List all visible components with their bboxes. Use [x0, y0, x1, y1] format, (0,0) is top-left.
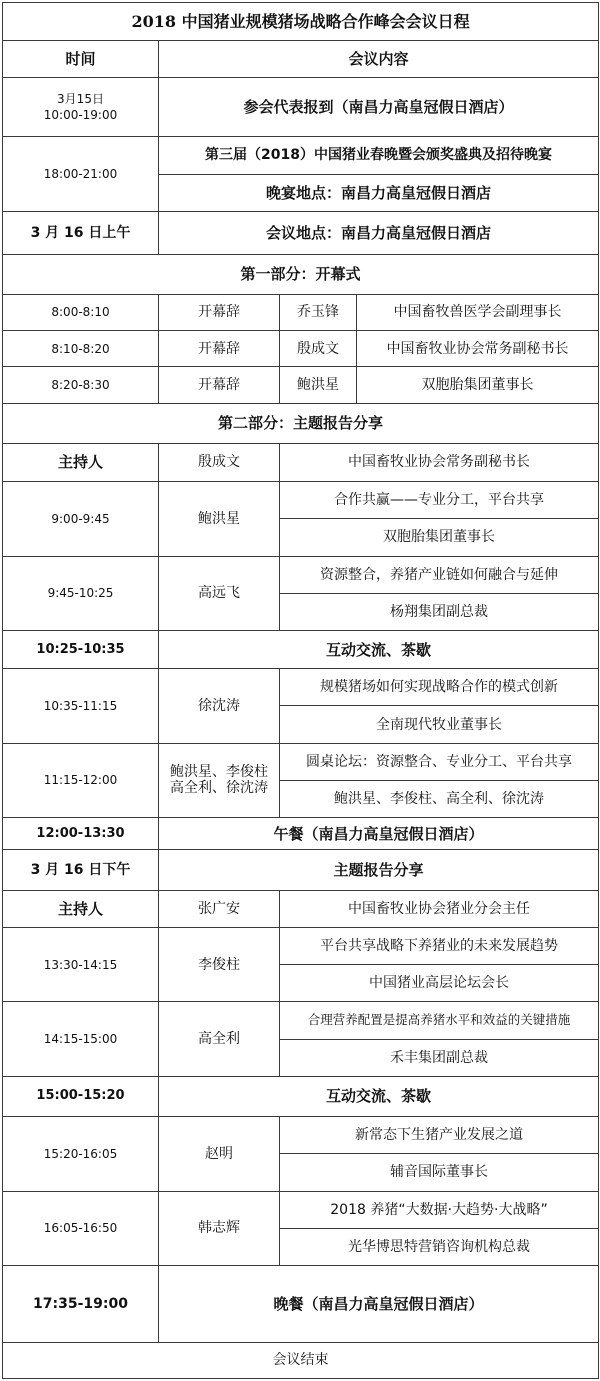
part1-row: [3, 367, 599, 403]
part2-title: 第二部分：主题报告分享: [3, 403, 599, 443]
header-content: 会议内容: [159, 41, 599, 78]
part1-type: 开幕辞: [159, 294, 280, 330]
talk-role: 双胞胎集团董事长: [280, 519, 599, 556]
break-time: 10:25-10:35: [3, 631, 159, 669]
registration-row: [3, 78, 599, 136]
registration-time: 10:00-19:00: [43, 108, 118, 123]
morning-date: 3 月 16 日上午: [3, 212, 159, 254]
part1-role: 中国畜牧兽医学会副理事长: [357, 294, 599, 330]
forum-speakers-line: 高全利、徐沈涛: [170, 780, 268, 797]
lunch-row: [3, 818, 599, 850]
break-label: 互动交流、茶歇: [159, 631, 599, 669]
part1-role: 双胞胎集团董事长: [357, 367, 599, 403]
talk-row: [3, 556, 599, 593]
talk-time: 10:35-11:15: [3, 669, 159, 743]
talk-speaker: 高全利: [159, 1002, 280, 1076]
part1-time: 8:00-8:10: [3, 294, 159, 330]
forum-participants: 鲍洪星、李俊柱、高全利、徐沈涛: [280, 780, 599, 817]
talk-topic: 新常态下生猪产业发展之道: [280, 1117, 599, 1154]
schedule-table: [2, 2, 599, 1379]
title-row: [3, 3, 599, 41]
forum-speakers-cell: [159, 743, 280, 817]
morning-row: [3, 212, 599, 254]
talk-time: 15:20-16:05: [3, 1117, 159, 1191]
registration-date: 3月15日: [57, 92, 104, 107]
talk-topic: 平台共享战略下养猪业的未来发展趋势: [280, 927, 599, 964]
gala-row-1: [3, 136, 599, 174]
dinner-label: 晚餐（南昌力高皇冠假日酒店）: [159, 1266, 599, 1343]
talk-time: 13:30-14:15: [3, 927, 159, 1001]
talk-row: [3, 1002, 599, 1039]
header-time: 时间: [3, 41, 159, 78]
talk-topic: 合理营养配置是提高养猪水平和效益的关键措施: [280, 1002, 599, 1039]
talk-role: 光华博思特营销咨询机构总裁: [280, 1228, 599, 1265]
part1-type: 开幕辞: [159, 331, 280, 367]
talk-row: [3, 1117, 599, 1154]
header-row: [3, 41, 599, 78]
talk-topic: 规模猪场如何实现战略合作的模式创新: [280, 669, 599, 706]
forum-time: 11:15-12:00: [3, 743, 159, 817]
talk-time: 9:45-10:25: [3, 556, 159, 630]
part2-host-row: [3, 443, 599, 481]
gala-venue: 晚宴地点：南昌力高皇冠假日酒店: [159, 175, 599, 212]
afternoon-title: 主题报告分享: [159, 850, 599, 890]
break-label: 互动交流、茶歇: [159, 1076, 599, 1116]
gala-title: 第三届（2018）中国猪业春晚暨会颁奖盛典及招待晚宴: [159, 136, 599, 174]
part2-host-name: 殷成文: [159, 443, 280, 481]
talk-time: 14:15-15:00: [3, 1002, 159, 1076]
talk-time: 9:00-9:45: [3, 482, 159, 556]
talk-speaker: 赵明: [159, 1117, 280, 1191]
part1-role: 中国畜牧业协会常务副秘书长: [357, 331, 599, 367]
break-time: 15:00-15:20: [3, 1076, 159, 1116]
talk-row: [3, 927, 599, 964]
part1-name: 殷成文: [280, 331, 357, 367]
gala-time: 18:00-21:00: [3, 136, 159, 211]
talk-row: [3, 482, 599, 519]
talk-topic: 合作共赢——专业分工，平台共享: [280, 482, 599, 519]
forum-speakers-line: 鲍洪星、李俊柱: [170, 764, 268, 781]
break-row: [3, 1076, 599, 1116]
dinner-row: [3, 1266, 599, 1343]
part2-title-row: [3, 403, 599, 443]
lunch-label: 午餐（南昌力高皇冠假日酒店）: [159, 818, 599, 850]
talk-speaker: 韩志辉: [159, 1191, 280, 1265]
afternoon-host-row: [3, 890, 599, 927]
talk-row: [3, 1191, 599, 1228]
part2-host-label: 主持人: [3, 443, 159, 481]
part1-type: 开幕辞: [159, 367, 280, 403]
part1-row: [3, 331, 599, 367]
registration-content: 参会代表报到（南昌力高皇冠假日酒店）: [159, 78, 599, 136]
part1-row: [3, 294, 599, 330]
closing-label: 会议结束: [3, 1342, 599, 1379]
forum-row: [3, 743, 599, 780]
talk-role: 全南现代牧业董事长: [280, 706, 599, 743]
talk-role: 杨翔集团副总裁: [280, 593, 599, 630]
talk-time: 16:05-16:50: [3, 1191, 159, 1265]
talk-speaker: 李俊柱: [159, 927, 280, 1001]
afternoon-row: [3, 850, 599, 890]
part1-time: 8:10-8:20: [3, 331, 159, 367]
talk-topic: 资源整合，养猪产业链如何融合与延伸: [280, 556, 599, 593]
morning-venue: 会议地点：南昌力高皇冠假日酒店: [159, 212, 599, 254]
talk-row: [3, 669, 599, 706]
part1-name: 乔玉锋: [280, 294, 357, 330]
part1-title: 第一部分：开幕式: [3, 254, 599, 294]
part1-time: 8:20-8:30: [3, 367, 159, 403]
part1-name: 鲍洪星: [280, 367, 357, 403]
page-title: 2018 中国猪业规模猪场战略合作峰会会议日程: [3, 3, 599, 41]
talk-role: 禾丰集团副总裁: [280, 1039, 599, 1076]
afternoon-host-name: 张广安: [159, 890, 280, 927]
afternoon-date: 3 月 16 日下午: [3, 850, 159, 890]
talk-speaker: 徐沈涛: [159, 669, 280, 743]
talk-speaker: 高远飞: [159, 556, 280, 630]
footer-row: [3, 1342, 599, 1379]
part2-host-role: 中国畜牧业协会常务副秘书长: [280, 443, 599, 481]
break-row: [3, 631, 599, 669]
talk-role: 辅音国际董事长: [280, 1154, 599, 1191]
forum-topic: 圆桌论坛：资源整合、专业分工、平台共享: [280, 743, 599, 780]
afternoon-host-role: 中国畜牧业协会猪业分会主任: [280, 890, 599, 927]
talk-role: 中国猪业高层论坛会长: [280, 965, 599, 1002]
part1-title-row: [3, 254, 599, 294]
lunch-time: 12:00-13:30: [3, 818, 159, 850]
dinner-time: 17:35-19:00: [3, 1266, 159, 1343]
afternoon-host-label: 主持人: [3, 890, 159, 927]
talk-topic: 2018 养猪“大数据·大趋势·大战略”: [280, 1191, 599, 1228]
registration-time-cell: [3, 78, 159, 136]
talk-speaker: 鲍洪星: [159, 482, 280, 556]
